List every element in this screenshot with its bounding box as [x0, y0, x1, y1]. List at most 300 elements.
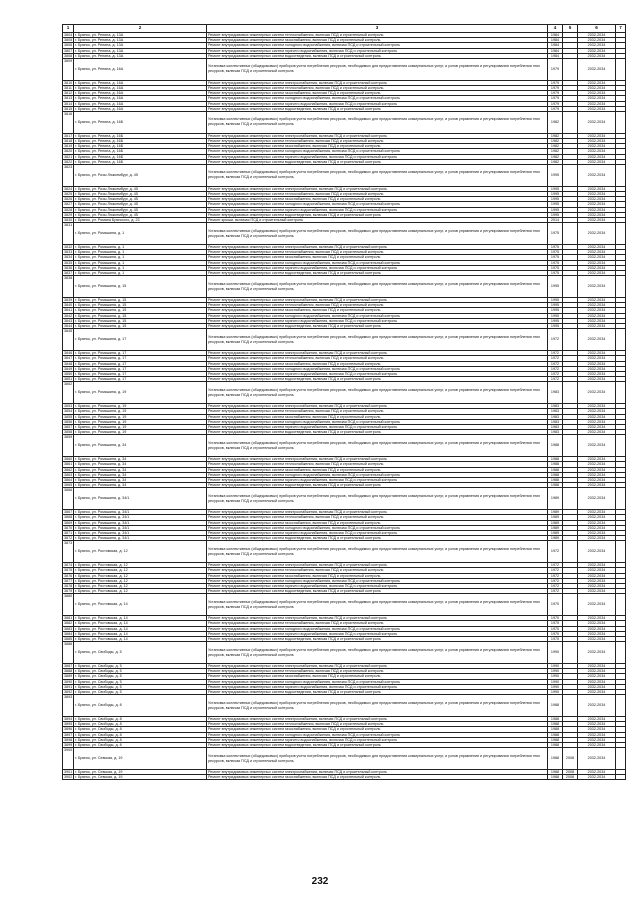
row-number-cell: 3857 — [64, 424, 73, 429]
address-cell: г. Брянск, ул. Ромашина, д. 34 — [74, 462, 207, 467]
work-type-cell: Ремонт внутридомовых инженерных систем горячего водоснабжения, включая ПСД и строительный контроль — [207, 48, 548, 53]
build-year-cell: 1995 — [548, 313, 563, 318]
planned-period-cell: 2032-2034 — [578, 53, 616, 58]
row-number-cell: 3837 — [64, 271, 73, 276]
address-cell: г. Брянск, ул. Ромашина, д. 34 — [74, 457, 207, 462]
work-type-cell: Ремонт внутридомовых инженерных систем электроснабжения, включая ПСД и строительный контроль — [207, 770, 548, 775]
planned-period-cell: 2032-2034 — [578, 149, 616, 154]
work-type-cell: Ремонт внутридомовых инженерных систем холодного водоснабжения, включая ПСД и строительный контроль — [207, 578, 548, 583]
address-cell: г. Брянск, ул. Репина, д. 16Б — [74, 159, 207, 164]
address-cell: г. Брянск, ул. Ромашина, д. 17 — [74, 356, 207, 361]
work-type-cell: Ремонт внутридомовых инженерных систем теплоснабжения, включая ПСД и строительный контроль — [207, 356, 548, 361]
row-number-cell: 3854 — [64, 409, 73, 414]
last-repair-year-cell — [563, 594, 578, 616]
address-cell: г. Брянск, ул. Ростовская, д. 12 — [74, 563, 207, 568]
work-type-cell: Ремонт внутридомовых инженерных систем газоснабжения, включая ПСД и строительный контроль — [207, 674, 548, 679]
address-cell: г. Брянск, ул. Ромашина, д. 17 — [74, 377, 207, 382]
build-year-cell: 1988 — [548, 467, 563, 472]
row-number-cell: 3867 — [64, 510, 73, 515]
row-number-cell: 3821 — [64, 154, 73, 159]
header-col-4: 4 — [548, 25, 563, 33]
planned-period-cell: 2032-2034 — [578, 329, 616, 351]
address-cell: г. Брянск, ул. Ромашина, д. 17 — [74, 361, 207, 366]
work-type-cell: Ремонт внутридомовых инженерных систем теплоснабжения, включая ПСД и строительный контроль — [207, 568, 548, 573]
planned-period-cell: 2032-2034 — [578, 351, 616, 356]
address-cell: г. Брянск, ул. Репина, д. 16А — [74, 91, 207, 96]
build-year-cell: 1988 — [548, 732, 563, 737]
row-number-cell: 3808 — [64, 53, 73, 58]
build-year-cell: 1983 — [548, 382, 563, 404]
row-number-cell: 3825 — [64, 192, 73, 197]
planned-period-cell: 2032-2034 — [578, 669, 616, 674]
row-number-cell: 3901 — [64, 770, 73, 775]
work-type-cell: Ремонт внутридомовых инженерных систем горячего водоснабжения, включая ПСД и строительный контроль — [207, 737, 548, 742]
planned-period-cell: 2032-2034 — [578, 515, 616, 520]
build-year-cell: 1990 — [548, 684, 563, 689]
planned-period-cell: 2032-2034 — [578, 112, 616, 134]
work-type-cell: Ремонт внутридомовых инженерных систем электроснабжения, включая ПСД и строительный контроль — [207, 510, 548, 515]
header-col-3: 3 — [207, 25, 548, 33]
row-number-cell: 3818 — [64, 139, 73, 144]
address-cell: г. Брянск, ул. Ромашина, д. 17 — [74, 371, 207, 376]
planned-period-cell: 2032-2034 — [578, 594, 616, 616]
build-year-cell: 1990 — [548, 679, 563, 684]
build-year-cell: 1988 — [548, 477, 563, 482]
build-year-cell: 1983 — [548, 414, 563, 419]
works-table — [62, 24, 626, 780]
planned-period-cell: 2032-2034 — [578, 207, 616, 212]
planned-period-cell: 2032-2034 — [578, 38, 616, 43]
work-type-cell: Ремонт внутридомовых инженерных систем электроснабжения, включая ПСД и строительный контроль — [207, 404, 548, 409]
planned-period-cell: 2032-2034 — [578, 743, 616, 748]
address-cell: г. Брянск, ул. Ромашина, д. 34 — [74, 467, 207, 472]
address-cell: г. Брянск, ул. Репина, д. 16А — [74, 96, 207, 101]
address-cell: г. Брянск, ул. Ромашина, д. 1 — [74, 255, 207, 260]
address-cell: г. Брянск, ул. Свободы, д. 5 — [74, 669, 207, 674]
row-number-cell: 3887 — [64, 663, 73, 668]
build-year-cell: 1972 — [548, 366, 563, 371]
row-number-cell: 3819 — [64, 144, 73, 149]
planned-period-cell: 2032-2034 — [578, 43, 616, 48]
planned-period-cell: 2032-2034 — [578, 684, 616, 689]
build-year-cell: 1970 — [548, 621, 563, 626]
row-number-cell: 3886 — [63, 642, 74, 664]
planned-period-cell: 2032-2034 — [578, 695, 616, 717]
planned-period-cell: 2032-2034 — [578, 748, 616, 770]
work-type-cell: Установка коллективных (общедомовых) приборов учета потребления ресурсов, необходимых для предоставления коммунальных услуг, и узлов управления и регулирования потребления этих ресурсов, включая ПСД и строительный контроль — [207, 329, 548, 351]
address-cell: г. Брянск, ул. Ромашина, д. 15 — [74, 313, 207, 318]
row-number-cell: 3826 — [64, 197, 73, 202]
planned-period-cell: 2032-2034 — [578, 631, 616, 636]
address-cell: г. Брянск, ул. Ромашина, д. 17 — [74, 351, 207, 356]
planned-period-cell: 2032-2034 — [578, 313, 616, 318]
work-type-cell: Ремонт внутридомовых инженерных систем газоснабжения, включая ПСД и строительный контроль — [207, 775, 548, 780]
build-year-cell: 1979 — [548, 96, 563, 101]
build-year-cell: 1990 — [548, 690, 563, 695]
build-year-cell: 1975 — [548, 223, 563, 245]
row-number-cell: 3863 — [64, 472, 73, 477]
address-cell: г. Брянск, ул. Ростовская, д. 12 — [74, 573, 207, 578]
planned-period-cell: 2032-2034 — [578, 663, 616, 668]
build-year-cell: 1975 — [548, 260, 563, 265]
planned-period-cell: 2032-2034 — [578, 541, 616, 563]
work-type-cell: Установка коллективных (общедомовых) приборов учета потребления ресурсов, необходимых для предоставления коммунальных услуг, и узлов управления и регулирования потребления этих ресурсов, включая ПСД и строительный контроль — [207, 223, 548, 245]
table-row — [63, 775, 626, 780]
row-number-cell: 3883 — [64, 626, 73, 631]
planned-period-cell: 2032-2034 — [578, 212, 616, 217]
work-type-cell: Ремонт внутридомовых инженерных систем теплоснабжения, включая ПСД и строительный контроль — [207, 303, 548, 308]
row-number-cell: 3900 — [63, 748, 74, 770]
address-cell: г. Брянск, ул. Ростовская, д. 12 — [74, 589, 207, 594]
row-number-cell: 3830 — [64, 218, 73, 223]
row-number-cell: 3811 — [64, 86, 72, 91]
row-number-cell: 3834 — [64, 255, 73, 260]
planned-period-cell: 2032-2034 — [578, 732, 616, 737]
build-year-cell: 1972 — [548, 371, 563, 376]
planned-period-cell: 2032-2034 — [578, 324, 616, 329]
work-type-cell: Ремонт внутридомовых инженерных систем горячего водоснабжения, включая ПСД и строительный контроль — [207, 477, 548, 482]
work-type-cell: Ремонт внутридомовых инженерных систем холодного водоснабжения, включая ПСД и строительный контроль — [207, 732, 548, 737]
planned-period-cell: 2032-2034 — [578, 536, 616, 541]
address-cell: г. Брянск, ул. Розы Люксембург, д. 45 — [74, 202, 207, 207]
work-type-cell: Ремонт внутридомовых инженерных систем горячего водоснабжения, включая ПСД и строительный контроль — [207, 265, 548, 270]
work-type-cell: Ремонт внутридомовых инженерных систем теплоснабжения, включая ПСД и строительный контроль — [207, 139, 548, 144]
row-number-cell: 3806 — [64, 43, 73, 48]
planned-period-cell: 2032-2034 — [578, 717, 616, 722]
address-cell: г. Брянск, ул. Свободы, д. 8 — [74, 727, 207, 732]
planned-period-cell: 2032-2034 — [578, 626, 616, 631]
build-year-cell: 2014 — [548, 218, 563, 223]
work-type-cell: Ремонт внутридомовых инженерных систем водоотведения, включая ПСД и строительный контроль — [207, 636, 548, 641]
planned-period-cell: 2032-2034 — [578, 530, 616, 535]
address-cell: г. Брянск, ул. Ромашина, д. 34 — [74, 435, 207, 457]
work-type-cell: Ремонт внутридомовых инженерных систем холодного водоснабжения, включая ПСД и строительный контроль — [207, 419, 548, 424]
last-repair-year-cell: 2008 — [563, 775, 578, 780]
work-type-cell: Ремонт внутридомовых инженерных систем теплоснабжения, включая ПСД и строительный контроль — [207, 409, 548, 414]
last-repair-year-cell — [563, 276, 578, 298]
build-year-cell: 1972 — [548, 377, 563, 382]
build-year-cell: 1972 — [548, 568, 563, 573]
row-number-cell: 3833 — [64, 250, 73, 255]
work-type-cell: Ремонт внутридомовых инженерных систем газоснабжения, включая ПСД и строительный контроль — [207, 361, 548, 366]
work-type-cell: Ремонт внутридомовых инженерных систем газоснабжения, включая ПСД и строительный контроль — [207, 573, 548, 578]
address-cell: г. Брянск, ул. Ростовская, д. 12 — [74, 568, 207, 573]
row-number-cell: 3817 — [64, 133, 73, 138]
work-type-cell: Ремонт внутридомовых инженерных систем горячего водоснабжения, включая ПСД и строительный контроль — [207, 371, 548, 376]
build-year-cell: 1995 — [548, 197, 563, 202]
row-number-cell: 3827 — [64, 202, 73, 207]
row-number-cell: 3873 — [63, 541, 74, 563]
work-type-cell: Ремонт внутридомовых инженерных систем теплоснабжения, включая ПСД и строительный контроль — [207, 86, 548, 91]
planned-period-cell: 2032-2034 — [578, 578, 616, 583]
empty-cell — [616, 642, 626, 664]
build-year-cell: 1988 — [548, 743, 563, 748]
address-cell: г. Брянск, ул. Ромашина, д. 15 — [74, 298, 207, 303]
work-type-cell: Ремонт внутридомовых инженерных систем холодного водоснабжения, включая ПСД и строительный контроль — [207, 149, 548, 154]
address-cell: г. Брянск, ул. Репина, д. 16Б — [74, 112, 207, 134]
row-number-cell: 3875 — [64, 568, 73, 573]
work-type-cell: Ремонт внутридомовых инженерных систем электроснабжения, включая ПСД и строительный контроль — [207, 663, 548, 668]
planned-period-cell: 2032-2034 — [578, 356, 616, 361]
address-cell: г. Брянск, ул. Свободы, д. 5 — [74, 690, 207, 695]
build-year-cell: 1995 — [548, 308, 563, 313]
address-cell: г. Брянск, ул. Розы Люксембург, д. 45 — [74, 192, 207, 197]
planned-period-cell: 2032-2034 — [578, 525, 616, 530]
build-year-cell: 1984 — [548, 53, 563, 58]
build-year-cell: 1982 — [548, 154, 563, 159]
address-cell: г. Брянск, ул. Репина, д. 16Б — [74, 139, 207, 144]
row-number-cell: 3888 — [64, 669, 73, 674]
planned-period-cell: 2032-2034 — [578, 80, 616, 85]
build-year-cell: 1975 — [548, 250, 563, 255]
work-type-cell: Ремонт внутридомовых инженерных систем газоснабжения, включая ПСД и строительный контроль — [207, 255, 548, 260]
work-type-cell: Установка коллективных (общедомовых) приборов учета потребления ресурсов, необходимых для предоставления коммунальных услуг, и узлов управления и регулирования потребления этих ресурсов, включая ПСД и строительный контроль — [207, 594, 548, 616]
work-type-cell: Ремонт внутридомовых инженерных систем холодного водоснабжения, включая ПСД и строительный контроль — [207, 472, 548, 477]
row-number-cell: 3809 — [63, 59, 74, 81]
planned-period-cell: 2032-2034 — [578, 690, 616, 695]
address-cell: г. Брянск, ул. Розы Люксембург, д. 45 — [74, 212, 207, 217]
planned-period-cell: 2032-2034 — [578, 727, 616, 732]
work-type-cell: Ремонт внутридомовых инженерных систем холодного водоснабжения, включая ПСД и строительный контроль — [207, 366, 548, 371]
row-number-cell: 3877 — [64, 578, 73, 583]
address-cell: г. Брянск, ул. Ромашина, д. 19 — [74, 414, 207, 419]
planned-period-cell: 2032-2034 — [578, 573, 616, 578]
planned-period-cell: 2032-2034 — [578, 371, 616, 376]
empty-cell — [616, 695, 626, 717]
row-number-cell: 3869 — [64, 520, 73, 525]
work-type-cell: Установка коллективных (общедомовых) приборов учета потребления ресурсов, необходимых для предоставления коммунальных услуг, и узлов управления и регулирования потребления этих ресурсов, включая ПСД и строительный контроль — [207, 382, 548, 404]
build-year-cell: 1982 — [548, 133, 563, 138]
address-cell: г. Брянск, ул. Репина, д. 16А — [74, 106, 207, 111]
build-year-cell: 1988 — [548, 748, 563, 770]
planned-period-cell: 2032-2034 — [578, 430, 616, 435]
address-cell: г. Брянск, ул. Репина, д. 16Б — [74, 144, 207, 149]
address-cell: г. Брянск, ул. Свободы, д. 8 — [74, 743, 207, 748]
row-number-cell: 3829 — [64, 212, 73, 217]
planned-period-cell: 2032-2034 — [578, 457, 616, 462]
page-number: 232 — [311, 876, 329, 887]
row-number-cell: 3874 — [64, 563, 73, 568]
row-number-cell: 3894 — [64, 717, 73, 721]
row-number-cell: 3848 — [64, 361, 73, 366]
row-number-cell: 3856 — [64, 419, 73, 424]
build-year-cell: 1988 — [548, 483, 563, 488]
address-cell: г. Брянск, ул. Ростовская, д. 12 — [74, 583, 207, 588]
build-year-cell: 1988 — [548, 695, 563, 717]
planned-period-cell: 2032-2034 — [578, 265, 616, 270]
planned-period-cell: 2032-2034 — [578, 144, 616, 149]
build-year-cell: 1989 — [548, 530, 563, 535]
row-number-cell: 3842 — [64, 313, 73, 318]
row-number-cell: 3858 — [64, 430, 73, 435]
build-year-cell: 1975 — [548, 265, 563, 270]
planned-period-cell: 2032-2034 — [578, 770, 616, 775]
planned-period-cell: 2032-2034 — [578, 462, 616, 467]
work-type-cell: Ремонт внутридомовых инженерных систем электроснабжения, включая ПСД и строительный контроль — [207, 563, 548, 568]
row-number-cell: 3899 — [64, 743, 73, 748]
table-row — [63, 165, 626, 187]
empty-cell — [616, 594, 626, 616]
work-type-cell: Ремонт внутридомовых инженерных систем электроснабжения, включая ПСД и строительный контроль — [207, 351, 548, 356]
planned-period-cell: 2032-2034 — [578, 223, 616, 245]
planned-period-cell: 2032-2034 — [578, 202, 616, 207]
header-row — [63, 25, 626, 33]
planned-period-cell: 2032-2034 — [578, 308, 616, 313]
address-cell: г. Брянск, ул. Репина, д. 16Б — [74, 154, 207, 159]
last-repair-year-cell — [563, 488, 578, 510]
work-type-cell: Ремонт внутридомовых инженерных систем электроснабжения, включая ПСД и строительный контроль — [207, 616, 548, 621]
row-number-cell: 3864 — [64, 477, 73, 482]
work-type-cell: Ремонт внутридомовых инженерных систем холодного водоснабжения, включая ПСД и строительный контроль — [207, 679, 548, 684]
row-number-cell: 3898 — [64, 737, 73, 742]
work-type-cell: Ремонт внутридомовых инженерных систем холодного водоснабжения, включая ПСД и строительный контроль — [207, 313, 548, 318]
build-year-cell: 1990 — [548, 669, 563, 674]
row-number-cell: 3812 — [64, 91, 73, 96]
address-cell: г. Брянск, ул. Ростовская, д. 14 — [74, 626, 207, 631]
work-type-cell: Ремонт внутридомовых инженерных систем горячего водоснабжения, включая ПСД и строительный контроль — [207, 154, 548, 159]
row-number-cell: 3805 — [64, 38, 73, 43]
build-year-cell: 1988 — [548, 727, 563, 732]
work-type-cell: Установка коллективных (общедомовых) приборов учета потребления ресурсов, необходимых для предоставления коммунальных услуг, и узлов управления и регулирования потребления этих ресурсов, включая ПСД и строительный контроль — [207, 435, 548, 457]
empty-cell — [616, 488, 626, 510]
address-cell: г. Брянск, ул. Ромашина, д. 34/1 — [74, 520, 207, 525]
address-cell: г. Брянск, ул. Ростовская, д. 12 — [74, 578, 207, 583]
planned-period-cell: 2032-2034 — [578, 419, 616, 424]
work-type-cell: Ремонт внутридомовых инженерных систем холодного водоснабжения, включая ПСД и строительный контроль — [207, 626, 548, 631]
address-cell: г. Брянск, ул. Севская, д. 19 — [74, 770, 207, 775]
last-repair-year-cell: 2008 — [563, 748, 578, 770]
planned-period-cell: 2032-2034 — [578, 404, 616, 409]
row-number-cell: 3851 — [64, 377, 73, 382]
address-cell: г. Брянск, ул. Репина, д. 16А — [74, 59, 207, 81]
work-type-cell: Ремонт внутридомовых инженерных систем газоснабжения, включая ПСД и строительный контроль — [207, 144, 548, 149]
work-type-cell: Ремонт внутридомовых инженерных систем электроснабжения, включая ПСД и строительный контроль — [207, 298, 548, 303]
build-year-cell: 1972 — [548, 563, 563, 568]
work-type-cell: Ремонт внутридомовых инженерных систем газоснабжения, включая ПСД и строительный контроль — [207, 520, 548, 525]
build-year-cell: 1990 — [548, 674, 563, 679]
header-col-5: 5 — [563, 25, 578, 33]
header-col-2: 2 — [74, 25, 207, 33]
build-year-cell: 1995 — [548, 212, 563, 217]
row-number-cell: 3810 — [64, 80, 73, 85]
planned-period-cell: 2032-2034 — [578, 775, 616, 780]
work-type-cell: Установка коллективных (общедомовых) приборов учета потребления ресурсов, необходимых для предоставления коммунальных услуг, и узлов управления и регулирования потребления этих ресурсов, включая ПСД и строительный контроль — [207, 59, 548, 81]
row-number-cell: 3855 — [64, 414, 73, 419]
work-type-cell: Установка коллективных (общедомовых) приборов учета потребления ресурсов, необходимых для предоставления коммунальных услуг, и узлов управления и регулирования потребления этих ресурсов, включая ПСД и строительный контроль — [207, 165, 548, 187]
work-type-cell: Ремонт внутридомовых инженерных систем водоотведения, включая ПСД и строительный контроль — [207, 377, 548, 382]
row-number-cell: 3868 — [64, 515, 73, 520]
address-cell: г. Брянск, ул. Свободы, д. 5 — [74, 679, 207, 684]
row-number-cell: 3816 — [63, 112, 74, 134]
row-number-cell: 3896 — [64, 727, 73, 732]
address-cell: г. Брянск, ул. Свободы, д. 8 — [74, 722, 207, 727]
build-year-cell: 1988 — [548, 457, 563, 462]
last-repair-year-cell — [563, 59, 578, 81]
last-repair-year-cell — [563, 382, 578, 404]
row-number-cell: 3845 — [63, 329, 74, 351]
work-type-cell: Ремонт внутридомовых инженерных систем газоснабжения, включая ПСД и строительный контроль — [207, 467, 548, 472]
build-year-cell: 1984 — [548, 38, 563, 43]
build-year-cell: 1972 — [548, 329, 563, 351]
last-repair-year-cell — [563, 165, 578, 187]
table-row — [63, 748, 626, 770]
address-cell: г. Брянск, ул. Ромашина, д. 17 — [74, 329, 207, 351]
work-type-cell: Ремонт внутридомовых инженерных систем водоотведения, включая ПСД и строительный контроль — [207, 483, 548, 488]
planned-period-cell: 2032-2034 — [578, 642, 616, 664]
row-number-cell: 3823 — [63, 165, 74, 187]
last-repair-year-cell — [563, 112, 578, 134]
address-cell: г. Брянск, ул. Свободы, д. 5 — [74, 663, 207, 668]
address-cell: г. Брянск, ул. Репина, д. 13А — [74, 38, 207, 43]
address-cell: г. Брянск, ул. Ромашина, д. 34/1 — [74, 536, 207, 541]
planned-period-cell: 2032-2034 — [578, 276, 616, 298]
address-cell: г. Брянск, ул. Ромашина, д. 1 — [74, 245, 207, 250]
planned-period-cell: 2032-2034 — [578, 260, 616, 265]
planned-period-cell: 2032-2034 — [578, 48, 616, 53]
planned-period-cell: 2032-2034 — [578, 589, 616, 594]
build-year-cell: 1988 — [548, 435, 563, 457]
work-type-cell: Установка коллективных (общедомовых) приборов учета потребления ресурсов, необходимых для предоставления коммунальных услуг, и узлов управления и регулирования потребления этих ресурсов, включая ПСД и строительный контроль — [207, 695, 548, 717]
build-year-cell: 1995 — [548, 276, 563, 298]
address-cell: г. Брянск, ул. Ромашина, д. 34/1 — [74, 488, 207, 510]
row-number-cell: 3871 — [64, 530, 73, 535]
empty-cell — [616, 382, 626, 404]
empty-cell — [616, 775, 626, 780]
row-number-cell: 3852 — [63, 382, 74, 404]
planned-period-cell: 2032-2034 — [578, 722, 616, 727]
build-year-cell: 1975 — [548, 255, 563, 260]
row-number-cell: 3860 — [64, 457, 73, 462]
address-cell: г. Брянск, ул. Ромашина, д. 15 — [74, 318, 207, 323]
planned-period-cell: 2032-2034 — [578, 218, 616, 223]
address-cell: г. Брянск, ул. Севская, д. 19 — [74, 748, 207, 770]
work-type-cell: Ремонт внутридомовых инженерных систем холодного водоснабжения, включая ПСД и строительный контроль — [207, 202, 548, 207]
address-cell: г. Брянск, ул. Ромашина, д. 19 — [74, 430, 207, 435]
row-number-cell: 3841 — [64, 308, 73, 313]
row-number-cell: 3885 — [64, 636, 73, 641]
planned-period-cell: 2032-2034 — [578, 159, 616, 164]
row-number-cell: 3844 — [64, 324, 73, 329]
planned-period-cell: 2032-2034 — [578, 568, 616, 573]
row-number-cell: 3872 — [64, 536, 73, 541]
build-year-cell: 1972 — [548, 573, 563, 578]
table-row — [63, 642, 626, 664]
work-type-cell: Ремонт внутридомовых инженерных систем горячего водоснабжения, включая ПСД и строительный контроль — [207, 424, 548, 429]
build-year-cell: 1995 — [548, 324, 563, 329]
planned-period-cell: 2032-2034 — [578, 250, 616, 255]
work-type-cell: Установка коллективных (общедомовых) приборов учета потребления ресурсов, необходимых для предоставления коммунальных услуг, и узлов управления и регулирования потребления этих ресурсов, включая ПСД и строительный контроль — [207, 748, 548, 770]
last-repair-year-cell — [563, 541, 578, 563]
work-type-cell: Установка коллективных (общедомовых) приборов учета потребления ресурсов, необходимых для предоставления коммунальных услуг, и узлов управления и регулирования потребления этих ресурсов, включая ПСД и строительный контроль — [207, 488, 548, 510]
row-number-cell: 3838 — [63, 276, 74, 298]
build-year-cell: 1989 — [548, 515, 563, 520]
work-type-cell: Ремонт внутридомовых инженерных систем горячего водоснабжения, включая ПСД и строительный контроль — [207, 631, 548, 636]
build-year-cell: 1984 — [548, 33, 563, 38]
planned-period-cell: 2032-2034 — [578, 472, 616, 477]
build-year-cell: 1995 — [548, 186, 563, 191]
build-year-cell: 1979 — [548, 59, 563, 81]
build-year-cell: 1970 — [548, 631, 563, 636]
address-cell: г. Брянск, ул. Севская, д. 19 — [74, 775, 207, 780]
build-year-cell: 1983 — [548, 419, 563, 424]
empty-cell — [616, 59, 626, 81]
planned-period-cell: 2032-2034 — [578, 583, 616, 588]
build-year-cell: 1972 — [548, 351, 563, 356]
work-type-cell: Ремонт внутридомовых инженерных систем водоотведения, включая ПСД и строительный контроль — [207, 324, 548, 329]
table-row — [63, 329, 626, 351]
build-year-cell: 1982 — [548, 144, 563, 149]
build-year-cell: 1970 — [548, 636, 563, 641]
